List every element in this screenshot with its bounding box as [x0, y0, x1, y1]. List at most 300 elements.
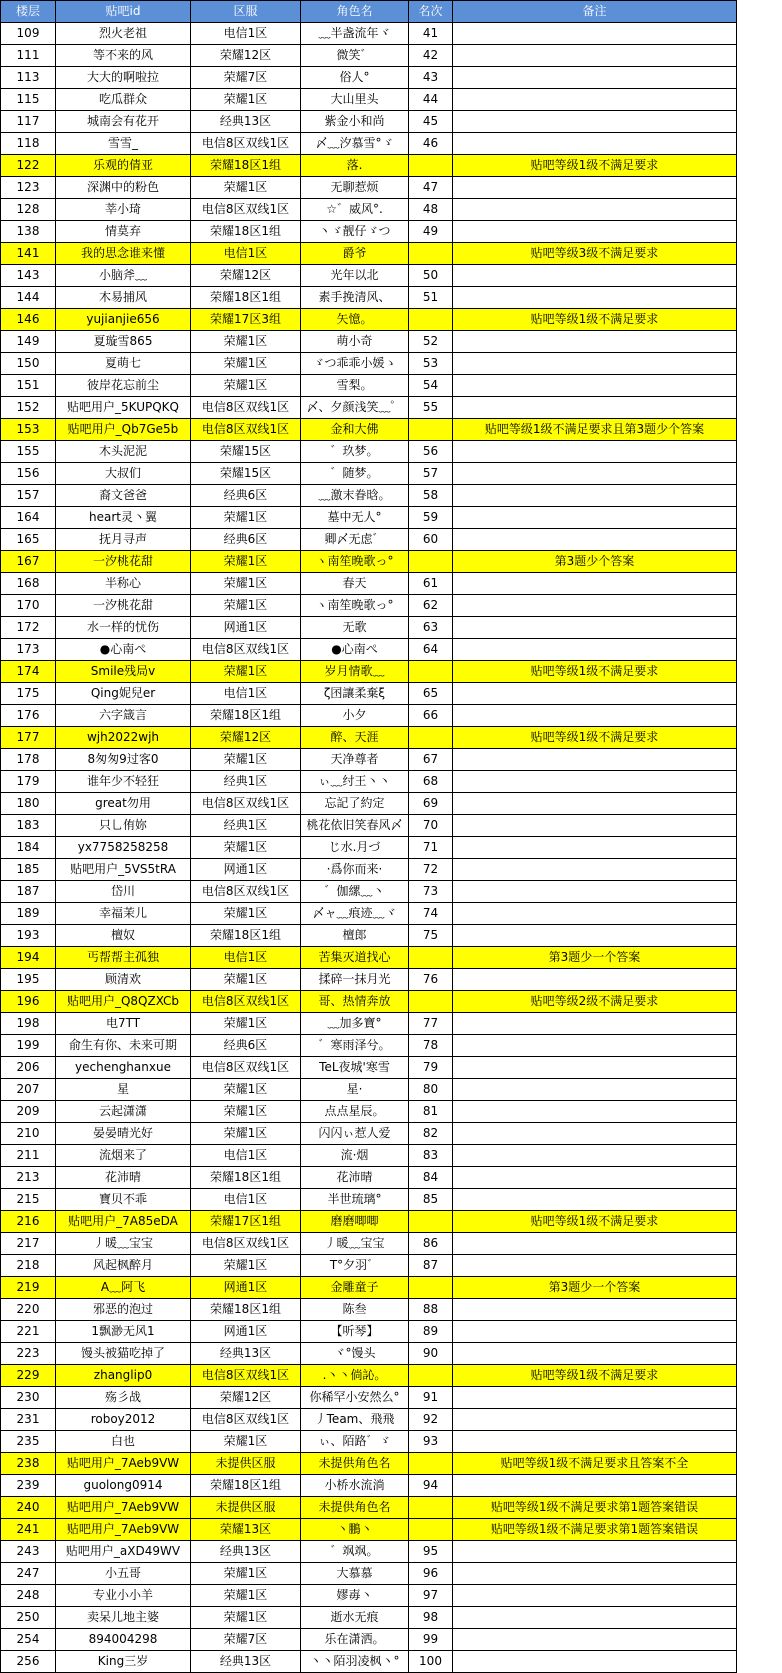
- cell-server: 荣耀1区: [191, 1585, 301, 1607]
- table-row: [1, 485, 737, 507]
- cell-rank: 88: [409, 1299, 453, 1321]
- cell-server: 荣耀1区: [191, 1013, 301, 1035]
- cell-floor: 217: [1, 1233, 56, 1255]
- cell-role-name: ゛玖梦。: [301, 441, 409, 463]
- cell-server: 荣耀15区: [191, 463, 301, 485]
- cell-tieba-id: 我的思念谁来懂: [56, 243, 191, 265]
- cell-note: [453, 199, 737, 221]
- cell-rank: 81: [409, 1101, 453, 1123]
- cell-tieba-id: 贴吧用户_7Aeb9VW: [56, 1453, 191, 1475]
- cell-server: 荣耀1区: [191, 375, 301, 397]
- cell-server: 电信8区双线1区: [191, 1409, 301, 1431]
- cell-rank: [409, 1211, 453, 1233]
- cell-floor: 207: [1, 1079, 56, 1101]
- cell-tieba-id: 雪雪_: [56, 133, 191, 155]
- cell-tieba-id: 贴吧用户_5VS5tRA: [56, 859, 191, 881]
- cell-role-name: 金和大佛: [301, 419, 409, 441]
- cell-server: 电信8区双线1区: [191, 1233, 301, 1255]
- cell-server: 网通1区: [191, 1277, 301, 1299]
- cell-server: 荣耀18区1组: [191, 925, 301, 947]
- cell-role-name: 爵爷: [301, 243, 409, 265]
- table-row: [1, 925, 737, 947]
- cell-rank: 66: [409, 705, 453, 727]
- cell-rank: 90: [409, 1343, 453, 1365]
- cell-rank: [409, 309, 453, 331]
- cell-floor: 150: [1, 353, 56, 375]
- cell-note: [453, 397, 737, 419]
- cell-note: [453, 1541, 737, 1563]
- cell-tieba-id: 小脑斧﹏: [56, 265, 191, 287]
- cell-floor: 195: [1, 969, 56, 991]
- cell-note: 贴吧等级1级不满足要求第1题答案错误: [453, 1497, 737, 1519]
- cell-note: [453, 1629, 737, 1651]
- cell-floor: 193: [1, 925, 56, 947]
- cell-role-name: 金雕童子: [301, 1277, 409, 1299]
- cell-rank: [409, 991, 453, 1013]
- cell-tieba-id: 馒头被猫吃掉了: [56, 1343, 191, 1365]
- cell-server: 荣耀15区: [191, 441, 301, 463]
- cell-tieba-id: 等不来的风: [56, 45, 191, 67]
- cell-server: 荣耀1区: [191, 1123, 301, 1145]
- cell-role-name: 墓中无人°: [301, 507, 409, 529]
- cell-note: [453, 837, 737, 859]
- cell-role-name: 无歌: [301, 617, 409, 639]
- cell-rank: 54: [409, 375, 453, 397]
- table-row: [1, 1035, 737, 1057]
- cell-role-name: 紫金小和尚: [301, 111, 409, 133]
- cell-rank: 65: [409, 683, 453, 705]
- table-row: [1, 111, 737, 133]
- cell-note: [453, 1431, 737, 1453]
- cell-note: [453, 1013, 737, 1035]
- cell-floor: 256: [1, 1651, 56, 1673]
- cell-floor: 172: [1, 617, 56, 639]
- table-row: [1, 1629, 737, 1651]
- cell-role-name: 岁月情歌﹏: [301, 661, 409, 683]
- cell-floor: 115: [1, 89, 56, 111]
- cell-tieba-id: Qing妮兒er: [56, 683, 191, 705]
- cell-note: [453, 925, 737, 947]
- cell-note: [453, 793, 737, 815]
- cell-role-name: T°夕羽゛: [301, 1255, 409, 1277]
- cell-floor: 216: [1, 1211, 56, 1233]
- cell-server: 荣耀1区: [191, 1607, 301, 1629]
- cell-note: 贴吧等级1级不满足要求: [453, 1211, 737, 1233]
- cell-tieba-id: 抚月寻声: [56, 529, 191, 551]
- cell-tieba-id: ●心南ぺ: [56, 639, 191, 661]
- cell-note: [453, 1255, 737, 1277]
- cell-tieba-id: 小五哥: [56, 1563, 191, 1585]
- cell-floor: 189: [1, 903, 56, 925]
- cell-rank: [409, 551, 453, 573]
- header-role-name: 角色名: [301, 1, 409, 23]
- table-row: [1, 881, 737, 903]
- cell-floor: 118: [1, 133, 56, 155]
- cell-server: 经典13区: [191, 1343, 301, 1365]
- cell-tieba-id: 风起枫醉月: [56, 1255, 191, 1277]
- table-row: [1, 1431, 737, 1453]
- cell-note: [453, 441, 737, 463]
- cell-role-name: 丶丶陌羽凌枫丶°: [301, 1651, 409, 1673]
- table-row: [1, 1079, 737, 1101]
- cell-rank: 42: [409, 45, 453, 67]
- cell-floor: 196: [1, 991, 56, 1013]
- cell-rank: [409, 1277, 453, 1299]
- cell-note: [453, 1057, 737, 1079]
- table-row: [1, 1211, 737, 1233]
- cell-role-name: ﹏加多寶°: [301, 1013, 409, 1035]
- cell-note: [453, 331, 737, 353]
- cell-rank: 52: [409, 331, 453, 353]
- cell-floor: 173: [1, 639, 56, 661]
- cell-rank: [409, 1519, 453, 1541]
- cell-rank: 61: [409, 573, 453, 595]
- cell-floor: 240: [1, 1497, 56, 1519]
- cell-rank: 93: [409, 1431, 453, 1453]
- cell-role-name: 春天: [301, 573, 409, 595]
- cell-floor: 239: [1, 1475, 56, 1497]
- cell-tieba-id: 城南会有花开: [56, 111, 191, 133]
- cell-floor: 165: [1, 529, 56, 551]
- cell-tieba-id: 一汐桃花甜: [56, 595, 191, 617]
- cell-rank: [409, 727, 453, 749]
- cell-tieba-id: 8匆匆9过客0: [56, 749, 191, 771]
- table-row: [1, 1387, 737, 1409]
- cell-role-name: 大山里头: [301, 89, 409, 111]
- cell-tieba-id: 电7TT: [56, 1013, 191, 1035]
- cell-role-name: 花沛晴: [301, 1167, 409, 1189]
- header-row: [1, 1, 737, 23]
- cell-role-name: ゞつ乖乖小媛ゝ: [301, 353, 409, 375]
- cell-rank: 57: [409, 463, 453, 485]
- cell-note: [453, 375, 737, 397]
- cell-tieba-id: 云起潇潇: [56, 1101, 191, 1123]
- cell-tieba-id: yx7758258258: [56, 837, 191, 859]
- cell-tieba-id: yechenghanxue: [56, 1057, 191, 1079]
- cell-server: 网通1区: [191, 617, 301, 639]
- cell-note: 第3题少一个答案: [453, 1277, 737, 1299]
- cell-note: [453, 617, 737, 639]
- cell-role-name: 闪闪ぃ惹人爱: [301, 1123, 409, 1145]
- cell-role-name: 丿暖﹏宝宝: [301, 1233, 409, 1255]
- cell-rank: 89: [409, 1321, 453, 1343]
- cell-note: 贴吧等级1级不满足要求: [453, 661, 737, 683]
- cell-server: 荣耀12区: [191, 1387, 301, 1409]
- cell-role-name: じ水.月づ: [301, 837, 409, 859]
- cell-server: 荣耀1区: [191, 595, 301, 617]
- cell-tieba-id: 谁年少不轻狂: [56, 771, 191, 793]
- table-row: [1, 331, 737, 353]
- cell-tieba-id: 丐帮帮主孤独: [56, 947, 191, 969]
- cell-tieba-id: wjh2022wjh: [56, 727, 191, 749]
- cell-role-name: ﹏半盏流年ヾ: [301, 23, 409, 45]
- cell-server: 电信8区双线1区: [191, 881, 301, 903]
- cell-floor: 194: [1, 947, 56, 969]
- cell-rank: 99: [409, 1629, 453, 1651]
- cell-tieba-id: heart灵丶翼: [56, 507, 191, 529]
- table-row: [1, 243, 737, 265]
- cell-note: [453, 67, 737, 89]
- cell-role-name: 半世琉璃°: [301, 1189, 409, 1211]
- table-row: [1, 265, 737, 287]
- cell-tieba-id: 岱川: [56, 881, 191, 903]
- cell-rank: [409, 661, 453, 683]
- cell-note: 第3题少个答案: [453, 551, 737, 573]
- table-row: [1, 727, 737, 749]
- cell-server: 电信8区双线1区: [191, 793, 301, 815]
- table-row: [1, 45, 737, 67]
- cell-role-name: 卿〆无虑゛: [301, 529, 409, 551]
- cell-rank: 43: [409, 67, 453, 89]
- cell-server: 电信8区双线1区: [191, 419, 301, 441]
- cell-role-name: 〆ャ﹏痕迹﹏ヾ: [301, 903, 409, 925]
- table-row: [1, 1343, 737, 1365]
- cell-note: [453, 595, 737, 617]
- cell-server: 经典13区: [191, 1651, 301, 1673]
- cell-role-name: 小桥水流淌: [301, 1475, 409, 1497]
- cell-server: 荣耀12区: [191, 45, 301, 67]
- cell-rank: 48: [409, 199, 453, 221]
- cell-tieba-id: great勿用: [56, 793, 191, 815]
- table-row: [1, 617, 737, 639]
- cell-role-name: ·爲你而来·: [301, 859, 409, 881]
- cell-tieba-id: 白也: [56, 1431, 191, 1453]
- cell-note: [453, 1343, 737, 1365]
- cell-tieba-id: 1飘渺无风1: [56, 1321, 191, 1343]
- cell-server: 荣耀1区: [191, 837, 301, 859]
- table-row: [1, 903, 737, 925]
- cell-note: [453, 1101, 737, 1123]
- cell-server: 荣耀12区: [191, 727, 301, 749]
- cell-tieba-id: 一汐桃花甜: [56, 551, 191, 573]
- cell-server: 电信1区: [191, 1189, 301, 1211]
- cell-rank: 80: [409, 1079, 453, 1101]
- cell-tieba-id: 贴吧用户_Q8QZXCb: [56, 991, 191, 1013]
- cell-note: [453, 111, 737, 133]
- cell-tieba-id: 894004298: [56, 1629, 191, 1651]
- cell-floor: 211: [1, 1145, 56, 1167]
- cell-server: 荣耀1区: [191, 969, 301, 991]
- cell-role-name: ☆゛威风°.: [301, 199, 409, 221]
- table-row: [1, 441, 737, 463]
- table-row: [1, 199, 737, 221]
- cell-role-name: .丶丶倘訫。: [301, 1365, 409, 1387]
- cell-note: [453, 353, 737, 375]
- cell-role-name: 无聊惹烦: [301, 177, 409, 199]
- cell-role-name: 丿Team、飛飛: [301, 1409, 409, 1431]
- cell-note: [453, 1651, 737, 1673]
- cell-role-name: 丶鵬丶: [301, 1519, 409, 1541]
- table-row: [1, 353, 737, 375]
- table-row: [1, 1145, 737, 1167]
- cell-server: 电信8区双线1区: [191, 199, 301, 221]
- cell-floor: 187: [1, 881, 56, 903]
- cell-note: [453, 859, 737, 881]
- cell-note: 贴吧等级1级不满足要求: [453, 1365, 737, 1387]
- cell-tieba-id: 寶贝不乖: [56, 1189, 191, 1211]
- table-row: [1, 1497, 737, 1519]
- cell-tieba-id: 贴吧用户_7Aeb9VW: [56, 1497, 191, 1519]
- cell-server: 电信1区: [191, 683, 301, 705]
- cell-rank: [409, 155, 453, 177]
- cell-floor: 198: [1, 1013, 56, 1035]
- cell-server: 荣耀1区: [191, 89, 301, 111]
- cell-floor: 128: [1, 199, 56, 221]
- cell-floor: 164: [1, 507, 56, 529]
- cell-floor: 170: [1, 595, 56, 617]
- table-row: [1, 397, 737, 419]
- table-row: [1, 815, 737, 837]
- cell-server: 荣耀1区: [191, 551, 301, 573]
- cell-role-name: 磨磨唧唧: [301, 1211, 409, 1233]
- cell-note: [453, 639, 737, 661]
- cell-tieba-id: 卖呆儿地主婆: [56, 1607, 191, 1629]
- cell-floor: 176: [1, 705, 56, 727]
- cell-role-name: ヽ南笙晚歌っ°: [301, 551, 409, 573]
- cell-server: 电信8区双线1区: [191, 397, 301, 419]
- cell-floor: 177: [1, 727, 56, 749]
- cell-tieba-id: 彼岸花忘前尘: [56, 375, 191, 397]
- cell-floor: 151: [1, 375, 56, 397]
- cell-tieba-id: 木头泥泥: [56, 441, 191, 463]
- cell-rank: 70: [409, 815, 453, 837]
- cell-role-name: 流·烟: [301, 1145, 409, 1167]
- cell-server: 荣耀18区1组: [191, 287, 301, 309]
- cell-role-name: ぃ﹏纣王丶丶: [301, 771, 409, 793]
- cell-tieba-id: 大大的啊啦拉: [56, 67, 191, 89]
- table-row: [1, 1607, 737, 1629]
- cell-tieba-id: 贴吧用户_7Aeb9VW: [56, 1519, 191, 1541]
- cell-rank: 83: [409, 1145, 453, 1167]
- table-body: [1, 23, 737, 1673]
- cell-server: 电信8区双线1区: [191, 639, 301, 661]
- table-row: [1, 177, 737, 199]
- cell-tieba-id: 乐观的倩亚: [56, 155, 191, 177]
- table-row: [1, 639, 737, 661]
- cell-server: 荣耀1区: [191, 1563, 301, 1585]
- table-row: [1, 1057, 737, 1079]
- cell-role-name: 哥、热情奔放: [301, 991, 409, 1013]
- header-rank: 名次: [409, 1, 453, 23]
- cell-rank: 74: [409, 903, 453, 925]
- cell-note: 贴吧等级2级不满足要求: [453, 991, 737, 1013]
- cell-role-name: ﹏激末眷晗。: [301, 485, 409, 507]
- table-row: [1, 1189, 737, 1211]
- cell-rank: 47: [409, 177, 453, 199]
- cell-rank: 79: [409, 1057, 453, 1079]
- cell-rank: 85: [409, 1189, 453, 1211]
- cell-server: 经典13区: [191, 1541, 301, 1563]
- cell-note: [453, 705, 737, 727]
- header-server: 区服: [191, 1, 301, 23]
- cell-rank: 62: [409, 595, 453, 617]
- table-row: [1, 221, 737, 243]
- cell-rank: [409, 1453, 453, 1475]
- cell-server: 电信1区: [191, 1145, 301, 1167]
- cell-server: 未提供区服: [191, 1453, 301, 1475]
- cell-role-name: 雪梨。: [301, 375, 409, 397]
- cell-server: 荣耀1区: [191, 1255, 301, 1277]
- cell-rank: 63: [409, 617, 453, 639]
- cell-server: 荣耀7区: [191, 67, 301, 89]
- table-row: [1, 749, 737, 771]
- table-header: [1, 1, 737, 23]
- cell-note: [453, 1035, 737, 1057]
- cell-floor: 113: [1, 67, 56, 89]
- cell-server: 未提供区服: [191, 1497, 301, 1519]
- table-row: [1, 1563, 737, 1585]
- cell-tieba-id: Smile残局v: [56, 661, 191, 683]
- cell-tieba-id: 六字箴言: [56, 705, 191, 727]
- cell-server: 荣耀1区: [191, 903, 301, 925]
- cell-server: 经典6区: [191, 1035, 301, 1057]
- cell-rank: 86: [409, 1233, 453, 1255]
- cell-note: [453, 221, 737, 243]
- cell-note: [453, 573, 737, 595]
- cell-floor: 168: [1, 573, 56, 595]
- cell-rank: 44: [409, 89, 453, 111]
- cell-role-name: 桃花依旧笑春风〆: [301, 815, 409, 837]
- cell-role-name: 【听琴】: [301, 1321, 409, 1343]
- cell-floor: 231: [1, 1409, 56, 1431]
- cell-server: 荣耀18区1组: [191, 705, 301, 727]
- cell-role-name: 檀郎: [301, 925, 409, 947]
- cell-floor: 230: [1, 1387, 56, 1409]
- cell-note: [453, 507, 737, 529]
- table-row: [1, 1277, 737, 1299]
- cell-floor: 175: [1, 683, 56, 705]
- cell-server: 电信8区双线1区: [191, 1365, 301, 1387]
- cell-rank: 50: [409, 265, 453, 287]
- table-row: [1, 155, 737, 177]
- cell-tieba-id: 烈火老祖: [56, 23, 191, 45]
- table-row: [1, 661, 737, 683]
- cell-floor: 223: [1, 1343, 56, 1365]
- table-row: [1, 1255, 737, 1277]
- cell-role-name: ヽ南笙晚歌っ°: [301, 595, 409, 617]
- cell-server: 荣耀18区1组: [191, 1167, 301, 1189]
- cell-floor: 218: [1, 1255, 56, 1277]
- cell-note: 贴吧等级1级不满足要求: [453, 727, 737, 749]
- cell-tieba-id: 半称心: [56, 573, 191, 595]
- cell-tieba-id: 流烟来了: [56, 1145, 191, 1167]
- table-row: [1, 287, 737, 309]
- cell-tieba-id: A﹏阿飞: [56, 1277, 191, 1299]
- cell-rank: 53: [409, 353, 453, 375]
- cell-floor: 141: [1, 243, 56, 265]
- cell-floor: 111: [1, 45, 56, 67]
- cell-role-name: ゛寒雨泽兮。: [301, 1035, 409, 1057]
- table-row: [1, 1519, 737, 1541]
- cell-role-name: 苦集灭道找心: [301, 947, 409, 969]
- cell-rank: 97: [409, 1585, 453, 1607]
- cell-floor: 215: [1, 1189, 56, 1211]
- cell-role-name: 你稀罕小安然么°: [301, 1387, 409, 1409]
- cell-rank: 56: [409, 441, 453, 463]
- cell-rank: [409, 243, 453, 265]
- cell-role-name: 小夕: [301, 705, 409, 727]
- cell-server: 荣耀12区: [191, 265, 301, 287]
- cell-floor: 144: [1, 287, 56, 309]
- cell-role-name: 嫪毐丶: [301, 1585, 409, 1607]
- cell-role-name: 乐在潇洒。: [301, 1629, 409, 1651]
- cell-rank: 84: [409, 1167, 453, 1189]
- cell-rank: 98: [409, 1607, 453, 1629]
- cell-server: 电信1区: [191, 23, 301, 45]
- cell-rank: 49: [409, 221, 453, 243]
- cell-note: [453, 1321, 737, 1343]
- cell-note: [453, 265, 737, 287]
